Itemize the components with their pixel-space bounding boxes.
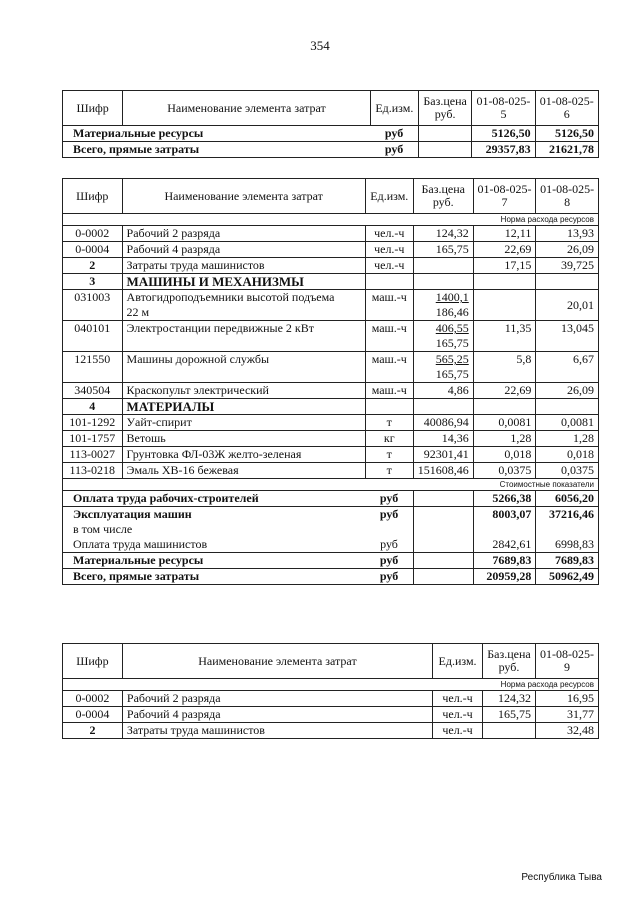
norm-label: Норма расхода ресурсов [63,214,599,226]
row-name: Рабочий 4 разряда [122,707,432,723]
summary-unit: руб [365,507,413,523]
table-row [63,463,599,479]
row-value-5: 29357,83 [472,142,535,158]
resource-table-1 [62,90,599,158]
row-value-7: 12,11 [473,226,536,242]
summary-row [63,553,599,569]
section-title: МАШИНЫ И МЕХАНИЗМЫ [122,274,365,290]
header-unit: Ед.изм. [365,179,413,214]
norm-label: Норма расхода ресурсов [63,679,599,691]
row-price: 1400,1 186,46 [413,290,473,321]
summary-value-8: 6056,20 [536,491,599,507]
header-shifr: Шифр [63,179,123,214]
summary-value-8: 6998,83 [536,537,599,553]
row-code: 113-0218 [63,463,123,479]
row-value-7: 22,69 [473,383,536,399]
header-code-8: 01-08-025- 8 [536,179,599,214]
summary-value-8: 50962,49 [536,569,599,585]
row-name: Затраты труда машинистов [122,258,365,274]
row-code: 0-0002 [63,691,123,707]
row-unit: чел.-ч [433,691,483,707]
row-code: 0-0002 [63,226,123,242]
table-row [63,321,599,352]
table-row [63,242,599,258]
summary-name: Материальные ресурсы [63,553,366,569]
row-unit: чел.-ч [365,226,413,242]
row-value-8: 26,09 [536,383,599,399]
row-value-9: 31,77 [535,707,598,723]
header-name: Наименование элемента затрат [122,179,365,214]
row-value-8: 13,93 [536,226,599,242]
summary-row [63,491,599,507]
table-row [63,226,599,242]
row-code: 113-0027 [63,447,123,463]
row-price: 40086,94 [413,415,473,431]
summary-value-7: 20959,28 [473,569,536,585]
header-shifr: Шифр [63,91,123,126]
section-row [63,274,599,290]
row-name: Эмаль ХВ-16 бежевая [122,463,365,479]
summary-unit: руб [365,569,413,585]
row-name: Автогидроподъемники высотой подъема 22 м [122,290,365,321]
row-price: 165,75 [483,707,536,723]
row-name: Ветошь [122,431,365,447]
header-shifr: Шифр [63,644,123,679]
summary-unit: руб [365,537,413,553]
table-row [63,707,599,723]
header-code-5: 01-08-025- 5 [472,91,535,126]
row-value-6: 21621,78 [535,142,598,158]
row-code: 0-0004 [63,242,123,258]
row-value-7: 0,0375 [473,463,536,479]
row-unit: маш.-ч [365,290,413,321]
row-value-7: 0,018 [473,447,536,463]
row-unit: т [365,415,413,431]
header-code-9: 01-08-025- 9 [535,644,598,679]
summary-name: Эксплуатация машин [63,507,366,523]
row-code: 121550 [63,352,123,383]
summary-unit: руб [365,553,413,569]
table-row [63,431,599,447]
row-code: 2 [63,258,123,274]
row-unit: т [365,463,413,479]
summary-name: Всего, прямые затраты [63,569,366,585]
header-name: Наименование элемента затрат [122,644,432,679]
summary-value-7: 2842,61 [473,537,536,553]
table-row [63,258,599,274]
summary-value-7: 8003,07 [473,507,536,523]
row-code: 101-1757 [63,431,123,447]
row-price: 92301,41 [413,447,473,463]
row-price: 4,86 [413,383,473,399]
row-price: 151608,46 [413,463,473,479]
summary-row [63,569,599,585]
row-unit: кг [365,431,413,447]
table-row [63,723,599,739]
table-row [63,447,599,463]
header-base-price: Баз.цена руб. [418,91,471,126]
row-price: 565,25 165,75 [413,352,473,383]
section-number: 3 [63,274,123,290]
summary-row [63,522,599,537]
row-unit: чел.-ч [365,242,413,258]
table-row [63,126,599,142]
row-value-7: 0,0081 [473,415,536,431]
summary-row [63,507,599,523]
row-unit: чел.-ч [433,723,483,739]
row-value-8: 20,01 [536,290,599,321]
row-value-8: 0,0081 [536,415,599,431]
table-row [63,691,599,707]
summary-value-7: 5266,38 [473,491,536,507]
row-value-7: 11,35 [473,321,536,352]
summary-unit: руб [365,491,413,507]
row-value-7 [473,290,536,321]
row-value-7: 17,15 [473,258,536,274]
header-base-price: Баз.цена руб. [413,179,473,214]
row-code: 101-1292 [63,415,123,431]
row-name: Рабочий 4 разряда [122,242,365,258]
row-name: Рабочий 2 разряда [122,691,432,707]
row-name: Грунтовка ФЛ-03Ж желто-зеленая [122,447,365,463]
summary-name: Оплата труда машинистов [63,537,366,553]
row-value-9: 32,48 [535,723,598,739]
row-code: 2 [63,723,123,739]
row-name: Машины дорожной службы [122,352,365,383]
row-value-8: 13,045 [536,321,599,352]
row-price [413,258,473,274]
summary-row [63,537,599,553]
row-price [483,723,536,739]
table-row [63,383,599,399]
row-price: 124,32 [483,691,536,707]
row-name: Краскопульт электрический [122,383,365,399]
row-unit: маш.-ч [365,321,413,352]
row-price: 14,36 [413,431,473,447]
cost-label: Стоимостные показатели [63,479,599,491]
summary-name: Оплата труда рабочих-строителей [63,491,366,507]
section-title: МАТЕРИАЛЫ [122,399,365,415]
row-value-8: 0,0375 [536,463,599,479]
header-base-price: Баз.цена руб. [483,644,536,679]
row-price: 124,32 [413,226,473,242]
summary-value-8: 37216,46 [536,507,599,523]
row-value-9: 16,95 [535,691,598,707]
resource-table-3 [62,643,599,739]
row-value-8: 39,725 [536,258,599,274]
header-name: Наименование элемента затрат [123,91,370,126]
row-value-8: 26,09 [536,242,599,258]
row-value-6: 5126,50 [535,126,598,142]
row-value-5: 5126,50 [472,126,535,142]
summary-note: в том числе [63,522,366,537]
row-unit: т [365,447,413,463]
table-row [63,415,599,431]
row-value-8: 6,67 [536,352,599,383]
row-name: Затраты труда машинистов [122,723,432,739]
row-unit: чел.-ч [365,258,413,274]
header-code-6: 01-08-025- 6 [535,91,598,126]
row-unit: руб [370,126,418,142]
row-name: Уайт-спирит [122,415,365,431]
page-number: 354 [310,38,330,53]
row-value-7: 22,69 [473,242,536,258]
row-unit: маш.-ч [365,383,413,399]
row-unit: руб [370,142,418,158]
row-code: 0-0004 [63,707,123,723]
row-value-8: 1,28 [536,431,599,447]
row-code: 040101 [63,321,123,352]
row-code: 340504 [63,383,123,399]
summary-value-7: 7689,83 [473,553,536,569]
header-code-7: 01-08-025- 7 [473,179,536,214]
row-value-8: 0,018 [536,447,599,463]
row-name: Рабочий 2 разряда [122,226,365,242]
row-value-7: 5,8 [473,352,536,383]
table-row [63,352,599,383]
row-unit: маш.-ч [365,352,413,383]
row-price: 406,55 165,75 [413,321,473,352]
row-value-7: 1,28 [473,431,536,447]
footer-region: Республика Тыва [521,872,602,883]
row-code: 031003 [63,290,123,321]
header-unit: Ед.изм. [433,644,483,679]
resource-table-2 [62,178,599,585]
table-row [63,142,599,158]
section-row [63,399,599,415]
row-name: Материальные ресурсы [63,126,371,142]
row-price: 165,75 [413,242,473,258]
section-number: 4 [63,399,123,415]
table-row [63,290,599,321]
row-unit: чел.-ч [433,707,483,723]
row-name: Всего, прямые затраты [63,142,371,158]
row-name: Электростанции передвижные 2 кВт [122,321,365,352]
header-unit: Ед.изм. [370,91,418,126]
summary-value-8: 7689,83 [536,553,599,569]
